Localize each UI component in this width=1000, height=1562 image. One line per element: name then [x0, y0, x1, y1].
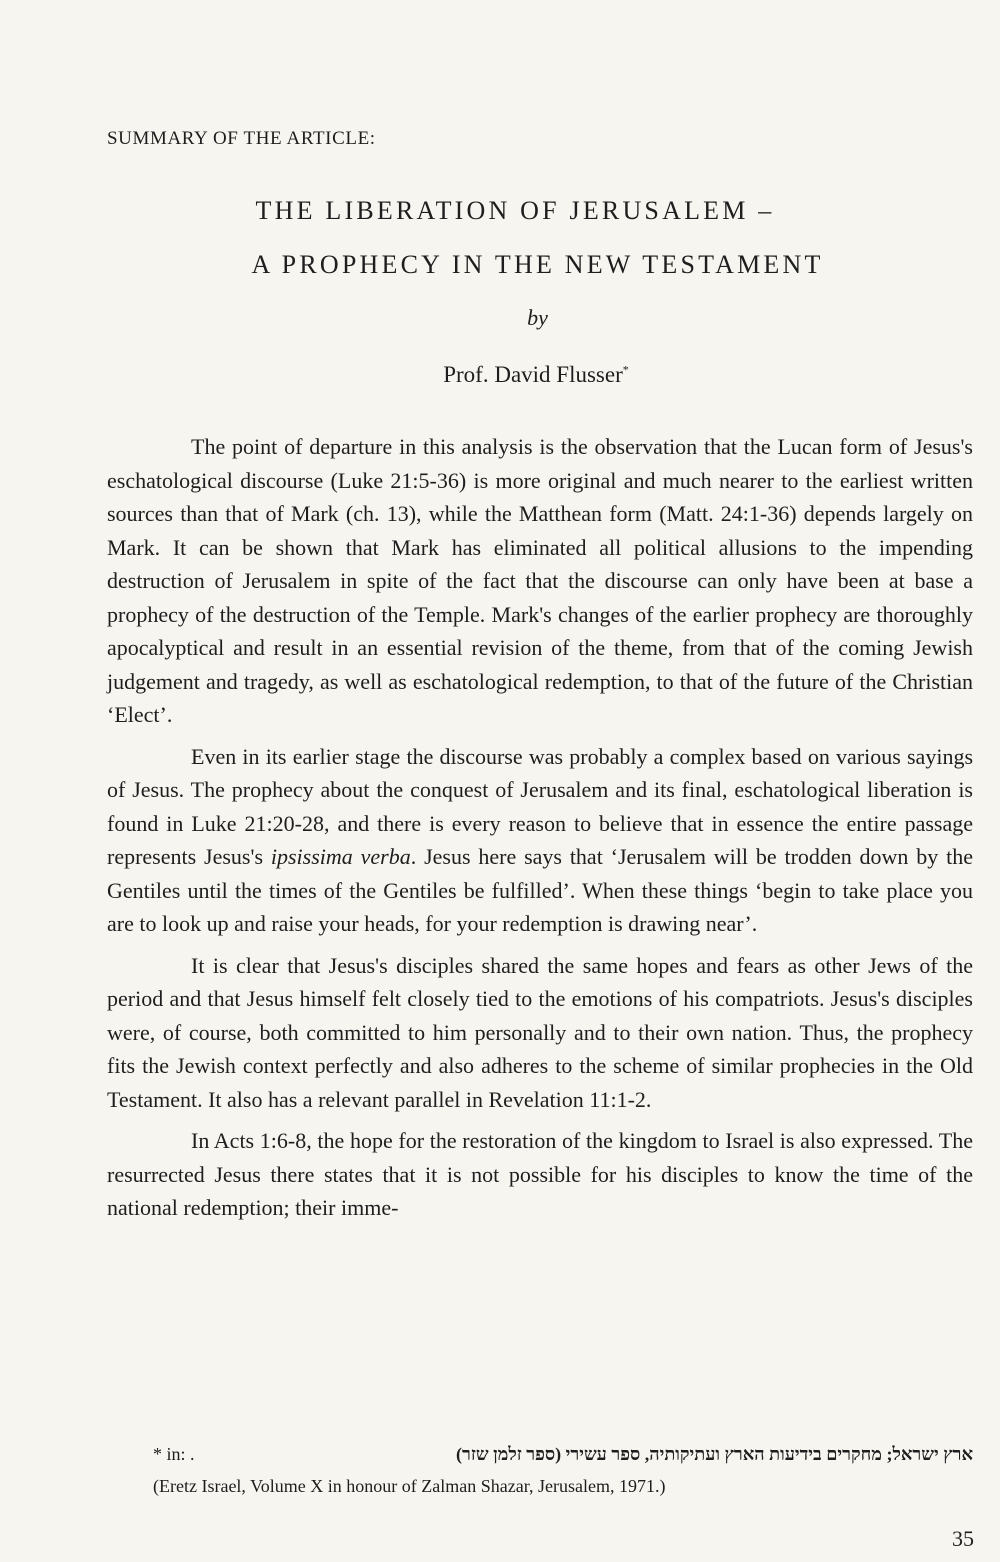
paragraph-1: The point of departure in this analysis is the observation that the Lucan form of Jesus's eschatological discourse (Luke 21:5-36) is more original and much nearer to the earliest written sources than that of Mark (ch. 13), while the Matthean form (Matt. 24:1-36) depends largely on Mark. It can be shown that Mark has eliminated all political allusions to the impending destruction of Jerusalem in spite of the fact that the discourse can only have been at base a prophecy of the destruction of the Temple. Mark's changes of the earlier prophecy are thoroughly apocalyptical and result in an essential revision of the theme, from that of the coming Jewish judgement and tragedy, as well as eschatological redemption, to that of the future of the Christian ‘Elect’. — [107, 434, 973, 727]
byline-by: by — [527, 305, 548, 330]
summary-label: SUMMARY OF THE ARTICLE: — [107, 128, 376, 149]
article-title-line-2: A PROPHECY IN THE NEW TESTAMENT — [251, 250, 824, 279]
footnote-hebrew-citation: ארץ ישראל; מחקרים בידיעות הארץ ועתיקותיה, ספר עשירי (ספר זלמן שזר) — [456, 1444, 973, 1464]
footnote-english-citation: (Eretz Israel, Volume X in honour of Zalman Shazar, Jerusalem, 1971.) — [153, 1476, 666, 1496]
article-body — [107, 430, 973, 1233]
paragraph-2: Even in its earlier stage the discourse was probably a complex based on various sayings of Jesus. The prophecy about the conquest of Jerusalem and its final, eschatological liberation is found in Luke 21:20-28, and there is every reason to believe that in essence the entire passage represents Jesus's ipsissima verba. Jesus here says that ‘Jerusalem will be trodden down by the Gentiles until the times of the Gentiles be fulfilled’. When these things ‘begin to take place you are to look up and raise your heads, for your redemption is drawing near’. — [107, 743, 974, 936]
footnote-line-1 — [153, 1438, 973, 1470]
article-title-line-1: THE LIBERATION OF JERUSALEM – — [255, 196, 775, 225]
footnote — [153, 1438, 973, 1502]
paragraph-4: In Acts 1:6-8, the hope for the restoration of the kingdom to Israel is also expressed. The resurrected Jesus there states that it is not possible for his disciples to know the time of the national redemption; their imme- — [107, 1128, 973, 1220]
author-name-text: Prof. David Flusser — [443, 362, 623, 387]
page-number: 35 — [952, 1526, 974, 1551]
footnote-prefix: * in: . — [153, 1444, 195, 1464]
paragraph-3: It is clear that Jesus's disciples shared the same hopes and fears as other Jews of the period and that Jesus himself felt closely tied to the emotions of his compatriots. Jesus's disciples were, of course, both committed to him personally and to their own nation. Thus, the prophecy fits the Jewish context perfectly and also adheres to the scheme of similar prophecies in the Old Testament. It also has a relevant parallel in Revelation 11:1-2. — [107, 952, 973, 1112]
latin-phrase: ipsissima verba — [270, 844, 411, 869]
footnote-marker: * — [622, 362, 629, 377]
author-name — [0, 362, 1000, 388]
